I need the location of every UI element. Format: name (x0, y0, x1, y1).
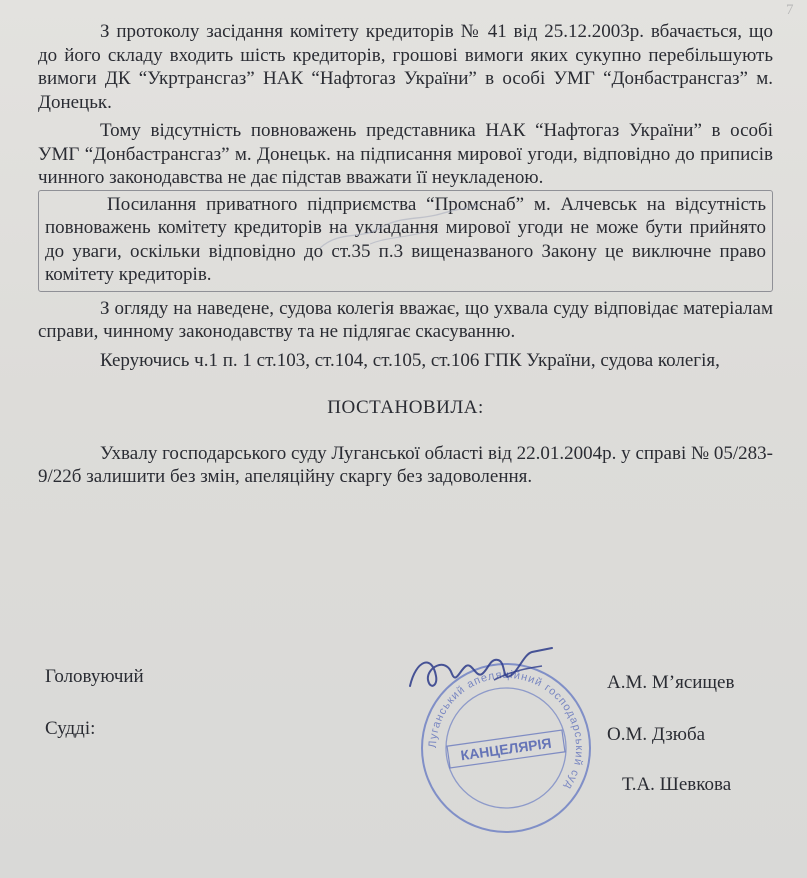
paragraph-conclusion: З огляду на наведене, судова колегія вважає, що ухвала суду відповідає матеріалам справи, чинному законодавству та не підлягає скасуванню. (38, 297, 773, 342)
page-number: 7 (786, 2, 794, 18)
stamp-ring-text: Луганський апеляційний господарський суд (426, 668, 586, 792)
paragraph-promsnab: Посилання приватного підприємства “Промснаб” м. Алчевськ на відсутність повноважень комітету кредиторів на укладання мирової угоди не може бути прийнято до уваги, оскільки відповідно до ст.35 п.3 вищеназваного Закону це виключне право комітету кредиторів. (38, 190, 773, 292)
presiding-label: Головуючий (45, 666, 144, 687)
paragraph-protocol: З протоколу засідання комітету кредиторів № 41 від 25.12.2003р. вбачається, що до його складу входить шість кредиторів, грошові вимоги яких сукупно перебільшують вимоги ДК “Укртрансгаз” НАК “Нафтогаз України” в особі УМГ “Донбастрансгаз” м. Донецьк. (38, 21, 773, 113)
judge-name-1: О.М. Дзюба (607, 724, 706, 745)
presiding-judge-name: А.М. М’ясищев (607, 672, 735, 693)
paragraph-legal-basis: Керуючись ч.1 п. 1 ст.103, ст.104, ст.105, ст.106 ГПК України, судова колегія, (100, 349, 720, 371)
paragraph-authority: Тому відсутність повноважень представника НАК “Нафтогаз України” в особі УМГ “Донбастрансгаз” м. Донецьк. на підписання мирової угоди, відповідно до приписів чинного законодавства не дає підстав вважати її неукладеною. (38, 120, 773, 188)
signature-mark (402, 640, 562, 700)
stamp-center-text: КАНЦЕЛЯРІЯ (459, 734, 553, 764)
judges-label: Судді: (45, 718, 96, 739)
resolution-text: Ухвалу господарського суду Луганської області від 22.01.2004р. у справі № 05/283-9/22б залишити без змін, апеляційну скаргу без задоволення. (38, 442, 773, 487)
judge-name-2: Т.А. Шевкова (622, 774, 732, 795)
resolution-heading: ПОСТАНОВИЛА: (327, 397, 484, 418)
faint-handwriting-mark (310, 200, 490, 260)
